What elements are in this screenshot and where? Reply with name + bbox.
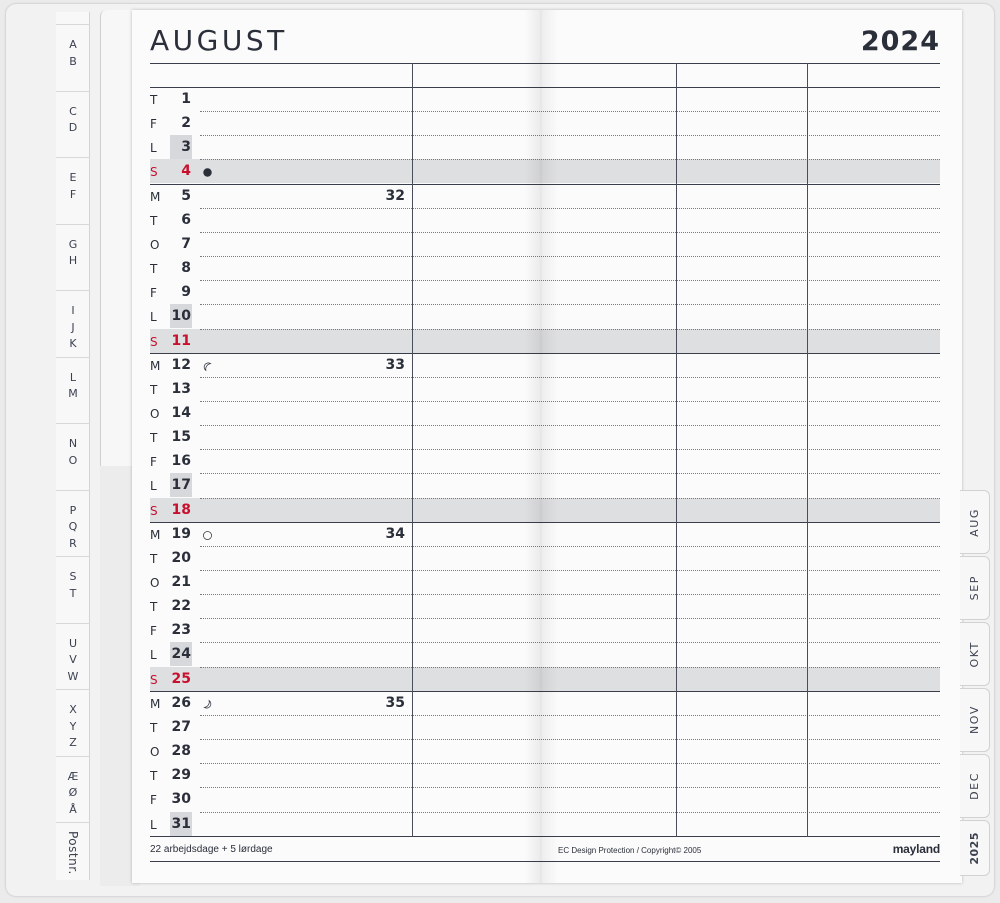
week-number: 35	[385, 694, 405, 711]
weekday-letter: T	[150, 600, 158, 615]
day-number: 12	[171, 356, 191, 373]
alphabet-tab[interactable]	[56, 357, 90, 424]
alphabet-tab[interactable]	[56, 423, 90, 490]
week-rule	[150, 836, 940, 837]
day-row[interactable]	[150, 377, 940, 401]
month-tab-aug[interactable]	[960, 490, 990, 554]
day-row[interactable]	[150, 401, 940, 425]
alphabet-tab-letter: R	[69, 536, 77, 550]
planner-spread	[132, 10, 962, 883]
month-tab-label: AUG	[968, 507, 981, 537]
weekday-letter: S	[150, 503, 158, 518]
day-row[interactable]	[150, 642, 940, 666]
day-number: 19	[171, 525, 191, 542]
weekday-letter: O	[150, 406, 160, 421]
alphabet-tab-letter: A	[69, 38, 77, 51]
column-rule	[676, 63, 677, 837]
day-number: 30	[171, 791, 191, 808]
day-row[interactable]	[150, 232, 940, 256]
month-tab-nov[interactable]	[960, 688, 990, 752]
alphabet-tab-letter: F	[69, 187, 77, 201]
month-tab-sep[interactable]	[960, 556, 990, 620]
weekday-letter: T	[150, 213, 158, 228]
day-rule	[200, 232, 940, 233]
alphabet-tab-letter: G	[68, 237, 78, 251]
footer-rule	[150, 861, 940, 862]
day-rule	[200, 111, 940, 112]
weekday-letter: L	[150, 648, 157, 663]
day-number: 13	[171, 380, 191, 397]
year-tab[interactable]	[960, 820, 990, 876]
week-number: 34	[385, 525, 405, 542]
alphabet-tab-letter: Z	[69, 736, 77, 749]
day-number: 14	[171, 404, 191, 421]
day-number: 17	[171, 477, 191, 494]
weekday-letter: T	[150, 769, 158, 784]
alphabet-tab-letter: K	[69, 337, 77, 350]
day-rule	[200, 473, 940, 474]
day-rule	[200, 401, 940, 402]
weekday-letter: L	[150, 141, 157, 156]
day-rule	[200, 812, 940, 813]
alphabet-tab-letter: V	[69, 653, 77, 666]
day-number: 21	[171, 574, 191, 590]
weekday-letter: F	[150, 117, 157, 132]
weekday-letter: M	[150, 358, 161, 373]
weekday-letter: T	[150, 382, 158, 397]
month-tab-label: DEC	[968, 772, 981, 800]
day-number: 24	[171, 646, 191, 663]
day-row[interactable]	[150, 449, 940, 473]
month-tab-label: OKT	[968, 640, 981, 668]
day-row[interactable]	[150, 87, 940, 111]
alphabet-tab-letter: B	[69, 54, 77, 68]
day-rule	[200, 135, 940, 136]
alphabet-tab-letter: H	[68, 254, 78, 267]
day-row[interactable]	[150, 739, 940, 763]
alphabet-tab-letter: X	[69, 703, 77, 716]
month-tab-strip	[960, 490, 990, 886]
weekday-letter: O	[150, 745, 160, 760]
new-moon-icon	[202, 165, 213, 176]
day-row[interactable]	[150, 763, 940, 787]
alphabet-tab[interactable]	[56, 24, 90, 91]
alphabet-tab-letter: Å	[69, 802, 77, 816]
day-rule	[200, 763, 940, 764]
day-rule	[200, 280, 940, 281]
day-number: 16	[171, 453, 191, 470]
alphabet-tab[interactable]	[56, 224, 90, 291]
day-rule	[200, 256, 940, 257]
day-rule	[200, 449, 940, 450]
year-tab-label: 2025	[968, 831, 981, 865]
day-number: 23	[171, 622, 191, 639]
month-tab-dec[interactable]	[960, 754, 990, 818]
alphabet-tab-letter: Y	[69, 719, 77, 733]
alphabet-tab-letter: S	[69, 570, 77, 583]
weekday-letter: O	[150, 576, 160, 590]
alphabet-tab-letter: Ø	[68, 786, 78, 799]
alphabet-tab-letter: Æ	[67, 769, 79, 783]
week-number: 33	[385, 356, 405, 373]
alphabet-tab[interactable]	[56, 157, 90, 224]
brand-logo: mayland	[892, 842, 940, 856]
weekday-letter: S	[150, 334, 158, 349]
alphabet-tab[interactable]	[56, 91, 90, 158]
alphabet-tab[interactable]	[56, 756, 90, 823]
alphabet-tab-letter: O	[68, 453, 78, 467]
alphabet-tab[interactable]	[56, 689, 90, 756]
day-number: 29	[171, 767, 191, 784]
alphabet-tab-letter: Q	[68, 520, 78, 533]
week-number: 32	[385, 187, 405, 204]
alphabet-tab-letter: N	[68, 437, 78, 450]
alphabet-tab-letter: C	[69, 104, 77, 118]
alphabet-tab-strip	[56, 12, 90, 880]
alphabet-tab-letter: D	[68, 121, 78, 134]
alphabet-tab-letter: P	[69, 503, 77, 517]
workdays-summary: 22 arbejdsdage + 5 lørdage	[150, 844, 273, 855]
full-moon-icon	[202, 528, 213, 539]
day-rule	[200, 377, 940, 378]
weekday-letter: L	[150, 817, 157, 832]
week-rule	[150, 87, 940, 88]
day-row[interactable]	[150, 256, 940, 280]
day-row[interactable]	[150, 159, 940, 183]
day-row[interactable]	[150, 618, 940, 642]
copyright-notice: EC Design Protection / Copyright© 2005	[558, 846, 702, 855]
weekday-letter: L	[150, 310, 157, 325]
week-rule	[150, 691, 940, 692]
weekday-letter: F	[150, 286, 157, 301]
alphabet-tab-letter: I	[71, 304, 75, 317]
day-row[interactable]	[150, 498, 940, 522]
day-row[interactable]	[150, 546, 940, 570]
day-row[interactable]	[150, 135, 940, 159]
column-rule	[807, 63, 808, 837]
day-row[interactable]	[150, 570, 940, 594]
alphabet-tab-letter: T	[69, 586, 77, 600]
day-rule	[200, 594, 940, 595]
day-row[interactable]	[150, 812, 940, 836]
weekday-letter: T	[150, 93, 158, 107]
alphabet-tab-letter: E	[69, 171, 77, 184]
day-number: 1	[181, 91, 191, 107]
weekday-letter: T	[150, 551, 158, 566]
day-row[interactable]	[150, 280, 940, 304]
column-rule	[412, 63, 413, 837]
weekday-letter: S	[150, 165, 158, 180]
weekday-letter: S	[150, 672, 158, 687]
day-row[interactable]	[150, 667, 940, 691]
alphabet-tab[interactable]	[56, 490, 90, 557]
weekday-letter: T	[150, 262, 158, 277]
grid-top-rule	[150, 63, 940, 64]
postnr-tab-label: Postnr.	[66, 831, 80, 875]
day-number: 5	[181, 187, 191, 204]
weekday-letter: M	[150, 527, 161, 542]
day-number: 7	[181, 235, 191, 252]
week-rule	[150, 353, 940, 354]
day-rule	[200, 642, 940, 643]
weekday-letter: F	[150, 455, 157, 470]
alphabet-tab-letter: W	[67, 669, 79, 683]
weekday-letter: M	[150, 696, 161, 711]
week-rule	[150, 184, 940, 185]
day-number: 9	[181, 284, 191, 301]
day-row[interactable]	[150, 594, 940, 618]
day-row[interactable]	[150, 425, 940, 449]
day-number: 28	[171, 743, 191, 760]
day-rule	[200, 329, 940, 330]
day-rule	[200, 498, 940, 499]
alphabet-tab-letter: L	[69, 370, 77, 384]
day-number: 20	[171, 549, 191, 566]
day-row[interactable]	[150, 329, 940, 353]
day-number: 4	[181, 163, 191, 180]
week-rule	[150, 522, 940, 523]
day-number: 8	[181, 260, 191, 277]
day-number: 11	[171, 332, 191, 349]
day-number: 27	[171, 718, 191, 735]
alphabet-tab[interactable]	[56, 556, 90, 623]
day-number: 25	[171, 670, 191, 687]
day-number: 6	[181, 211, 191, 228]
weekday-letter: F	[150, 793, 157, 808]
day-number: 31	[171, 815, 191, 832]
year-title: 2024	[860, 26, 940, 57]
day-row[interactable]	[150, 522, 940, 546]
month-tab-okt[interactable]	[960, 622, 990, 686]
alphabet-tab[interactable]	[56, 290, 90, 357]
day-rule	[200, 715, 940, 716]
weekday-letter: T	[150, 720, 158, 735]
weekday-letter: T	[150, 431, 158, 446]
day-rule	[200, 618, 940, 619]
day-row[interactable]	[150, 353, 940, 377]
day-row[interactable]	[150, 787, 940, 811]
day-row[interactable]	[150, 473, 940, 497]
alphabet-tab-letter: U	[68, 636, 78, 650]
day-rule	[200, 546, 940, 547]
day-number: 3	[181, 139, 191, 156]
month-tab-label: NOV	[968, 705, 981, 735]
month-title: AUGUST	[150, 24, 288, 57]
day-rule	[200, 208, 940, 209]
weekday-letter: F	[150, 624, 157, 639]
day-rule	[200, 304, 940, 305]
day-rule	[200, 159, 940, 160]
month-tab-label: SEP	[968, 575, 981, 601]
day-row[interactable]	[150, 691, 940, 715]
postnr-tab[interactable]	[56, 822, 90, 882]
day-number: 18	[171, 501, 191, 518]
day-number: 10	[171, 308, 191, 325]
last-quarter-icon	[202, 697, 213, 708]
weekday-letter: O	[150, 237, 160, 252]
day-row[interactable]	[150, 208, 940, 232]
day-rule	[200, 667, 940, 668]
day-number: 26	[171, 694, 191, 711]
day-rule	[200, 787, 940, 788]
day-row[interactable]	[150, 184, 940, 208]
day-number: 2	[181, 115, 191, 132]
day-row[interactable]	[150, 111, 940, 135]
day-row[interactable]	[150, 304, 940, 328]
first-quarter-icon	[202, 359, 213, 370]
weekday-letter: L	[150, 479, 157, 494]
alphabet-tab-letter: M	[68, 387, 78, 400]
day-rule	[200, 739, 940, 740]
day-number: 22	[171, 598, 191, 615]
alphabet-tab-letter: J	[71, 320, 75, 334]
day-row[interactable]	[150, 715, 940, 739]
weekday-letter: M	[150, 189, 161, 204]
alphabet-tab[interactable]	[56, 623, 90, 690]
day-number: 15	[171, 429, 191, 446]
day-grid	[150, 63, 940, 837]
day-rule	[200, 570, 940, 571]
day-rule	[200, 425, 940, 426]
